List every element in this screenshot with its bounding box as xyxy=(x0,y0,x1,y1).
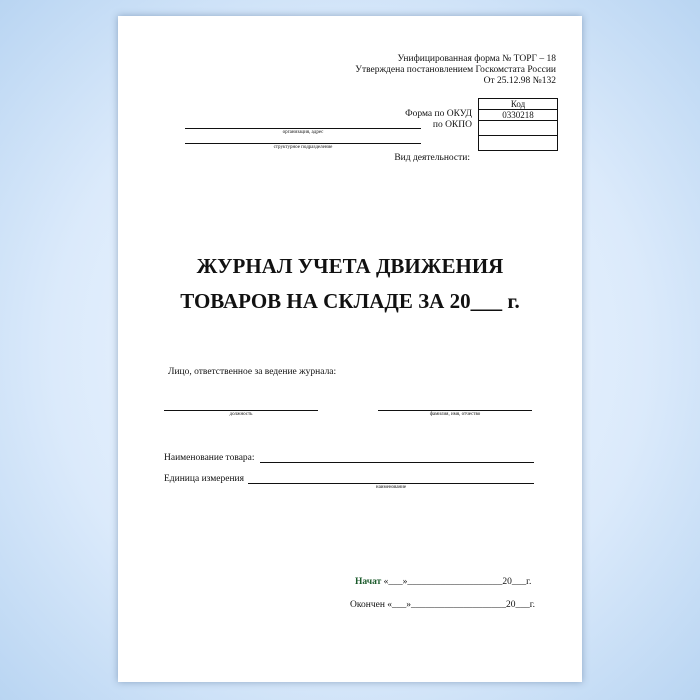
full-name-caption: фамилия, имя, отчество xyxy=(429,412,481,417)
code-table xyxy=(478,98,558,151)
end-date-row xyxy=(350,600,535,611)
form-sheet xyxy=(118,16,582,682)
journal-title-line2: ТОВАРОВ НА СКЛАДЕ ЗА 20___ г. xyxy=(180,289,520,313)
okpo-value[interactable] xyxy=(479,120,557,135)
form-name: Унифицированная форма № ТОРГ – 18 xyxy=(397,54,556,64)
end-date-field[interactable]: «___»____________________20___г. xyxy=(387,600,535,610)
full-name-line[interactable] xyxy=(378,410,532,411)
goods-name-line[interactable] xyxy=(260,462,534,463)
okpo-label: по ОКПО xyxy=(432,120,472,130)
unit-line[interactable] xyxy=(248,483,534,484)
position-caption: должность xyxy=(229,412,253,417)
start-label: Начат xyxy=(355,577,382,587)
start-date-field[interactable]: «___»____________________20___г. xyxy=(383,577,532,587)
okud-label: Форма по ОКУД xyxy=(405,109,472,119)
activity-value[interactable] xyxy=(479,135,557,151)
subdivision-line[interactable] xyxy=(185,143,421,144)
responsible-label: Лицо, ответственное за ведение журнала: xyxy=(168,367,337,377)
subdivision-caption: структурное подразделение xyxy=(273,145,333,150)
unit-label: Единица измерения xyxy=(164,474,244,484)
approval-text: Утверждена постановлением Госкомстата России xyxy=(355,65,556,75)
organization-line[interactable] xyxy=(185,128,421,129)
journal-title-line1: ЖУРНАЛ УЧЕТА ДВИЖЕНИЯ xyxy=(196,254,504,278)
goods-name-label: Наименование товара: xyxy=(164,453,255,463)
start-date-row xyxy=(355,577,531,588)
code-header: Код xyxy=(479,98,557,109)
unit-caption: наименование xyxy=(375,485,407,490)
end-label: Окончен xyxy=(350,600,385,610)
activity-label: Вид деятельности: xyxy=(394,153,470,163)
approval-date: От 25.12.98 №132 xyxy=(483,76,556,86)
position-line[interactable] xyxy=(164,410,318,411)
organization-caption: организация, адрес xyxy=(282,130,324,135)
okud-value[interactable]: 0330218 xyxy=(479,109,557,120)
